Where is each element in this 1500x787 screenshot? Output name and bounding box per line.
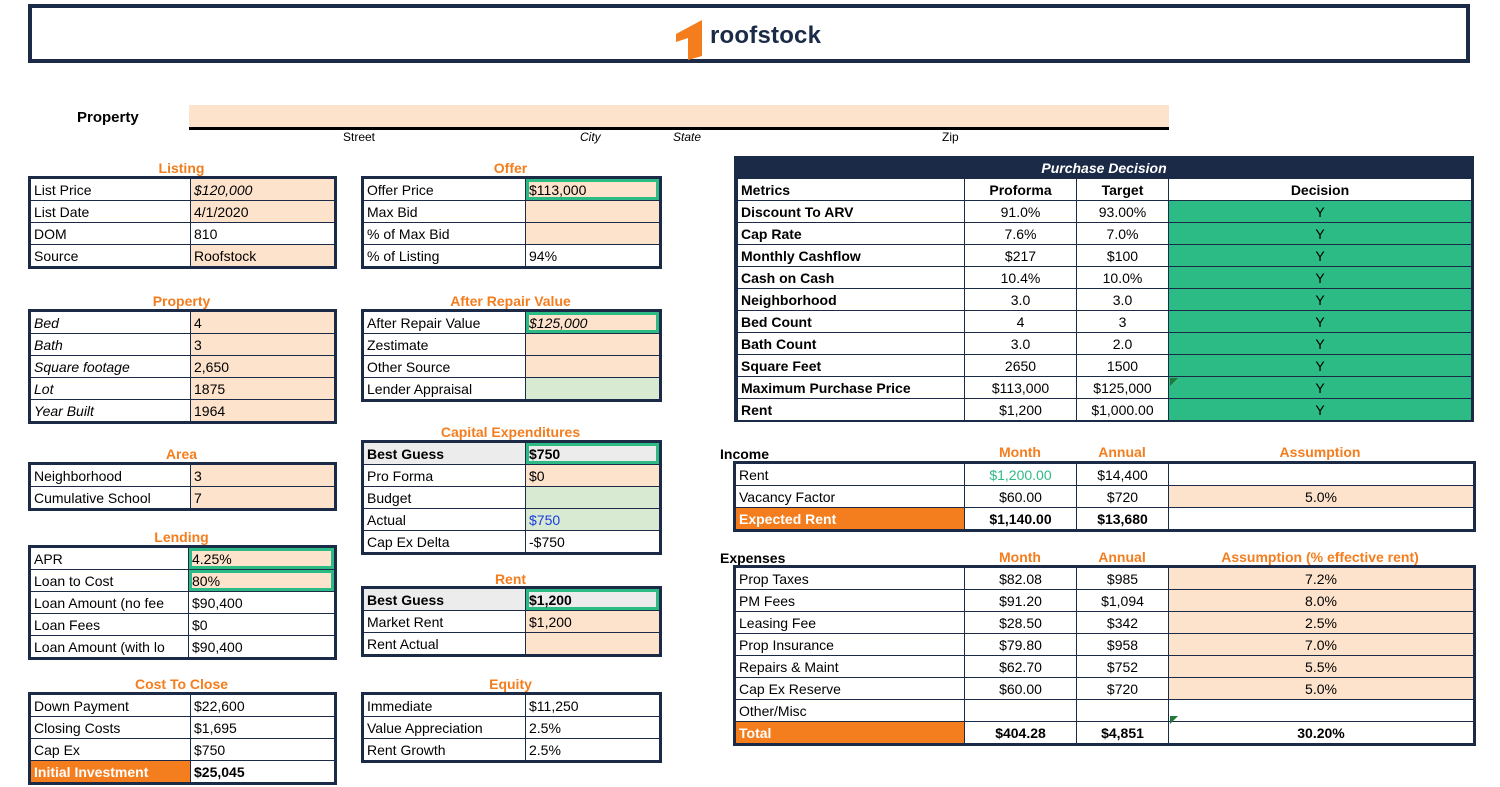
expense-label: Prop Taxes	[736, 568, 965, 590]
table-row	[364, 443, 660, 465]
offer-label: Max Bid	[364, 201, 526, 223]
metric-label: Bed Count	[738, 311, 965, 333]
income-annual-cell[interactable]: $720	[1077, 486, 1169, 508]
expense-annual-cell[interactable]: $958	[1077, 634, 1169, 656]
proforma-cell[interactable]: $1,200	[965, 399, 1077, 421]
decision-cell[interactable]: Y	[1169, 267, 1472, 289]
purchase-decision-table	[737, 178, 1472, 421]
table-row	[31, 570, 335, 592]
metric-label: Bath Count	[738, 333, 965, 355]
metric-label: Rent	[738, 399, 965, 421]
offer-label: Offer Price	[364, 179, 526, 201]
proforma-cell[interactable]: $217	[965, 245, 1077, 267]
area-title: Area	[165, 446, 198, 462]
metric-label: Monthly Cashflow	[738, 245, 965, 267]
apr-cell[interactable]: 4.25%	[189, 548, 335, 570]
table-row	[364, 509, 660, 531]
target-cell[interactable]: $125,000	[1077, 377, 1169, 399]
table-row	[738, 245, 1472, 267]
table-row	[31, 356, 335, 378]
decision-cell[interactable]: Y	[1169, 355, 1472, 377]
expense-assumption-cell[interactable]: 5.0%	[1169, 678, 1474, 700]
decision-cell[interactable]: Y	[1169, 245, 1472, 267]
school-cell[interactable]: 7	[191, 487, 335, 509]
lending-label: Loan Fees	[31, 614, 189, 636]
table-row	[364, 356, 660, 378]
capex-label: Budget	[364, 487, 526, 509]
initial-investment-cell[interactable]: $25,045	[191, 761, 335, 783]
arv-label: Zestimate	[364, 334, 526, 356]
decision-header: Decision	[1169, 179, 1472, 201]
cap-ex-cell[interactable]: $750	[191, 739, 335, 761]
capex-table	[363, 442, 660, 553]
proforma-cell[interactable]: 4	[965, 311, 1077, 333]
equity-label: Value Appreciation	[364, 717, 526, 739]
target-cell[interactable]: 2.0	[1077, 333, 1169, 355]
lending-title: Lending	[154, 529, 209, 545]
pct-max-bid-cell[interactable]	[526, 223, 660, 245]
cost-label: Cap Ex	[31, 739, 191, 761]
expense-annual-cell[interactable]: $342	[1077, 612, 1169, 634]
decision-cell[interactable]: Y	[1169, 333, 1472, 355]
income-month-cell[interactable]: $1,140.00	[965, 508, 1077, 530]
expense-total-label: Total	[736, 722, 965, 744]
property-address-input[interactable]	[189, 105, 1169, 127]
street-label: Street	[343, 130, 376, 144]
value-appreciation-cell[interactable]: 2.5%	[526, 717, 660, 739]
property-table	[30, 311, 335, 422]
expense-month-cell[interactable]: $28.50	[965, 612, 1077, 634]
rent-best-guess-cell[interactable]: $1,200	[526, 589, 660, 611]
proforma-cell[interactable]: 3.0	[965, 289, 1077, 311]
listing-label: List Price	[31, 179, 191, 201]
max-bid-cell[interactable]	[526, 201, 660, 223]
target-cell[interactable]: 3.0	[1077, 289, 1169, 311]
arv-cell[interactable]: $125,000	[526, 312, 660, 334]
income-month-cell[interactable]: $60.00	[965, 486, 1077, 508]
property-title: Property	[152, 293, 211, 309]
expenses-title: Expenses	[720, 550, 786, 566]
income-assumption-cell[interactable]	[1169, 464, 1474, 486]
capex-actual-cell[interactable]: $750	[526, 509, 660, 531]
metric-label: Cap Rate	[738, 223, 965, 245]
purchase-decision-title: Purchase Decision	[1041, 160, 1167, 176]
table-row	[31, 592, 335, 614]
property-label: Property	[77, 109, 139, 126]
expense-month-cell[interactable]: $62.70	[965, 656, 1077, 678]
table-row	[31, 179, 335, 201]
capex-budget-cell[interactable]	[526, 487, 660, 509]
decision-cell[interactable]: Y	[1169, 399, 1472, 421]
table-row	[364, 487, 660, 509]
immediate-equity-cell[interactable]: $11,250	[526, 695, 660, 717]
sqft-cell[interactable]: 2,650	[191, 356, 335, 378]
pct-listing-cell[interactable]: 94%	[526, 245, 660, 267]
table-row	[736, 634, 1474, 656]
table-row	[738, 311, 1472, 333]
table-row	[738, 377, 1472, 399]
expense-assumption-cell[interactable]: 5.5%	[1169, 656, 1474, 678]
property-label: Year Built	[31, 400, 191, 422]
rent-label: Best Guess	[364, 589, 526, 611]
table-row	[736, 508, 1474, 530]
income-month-header: Month	[999, 444, 1041, 460]
equity-label: Rent Growth	[364, 739, 526, 761]
table-row	[364, 179, 660, 201]
area-table	[30, 464, 335, 509]
other-source-cell[interactable]	[526, 356, 660, 378]
table-row	[736, 590, 1474, 612]
table-row	[31, 245, 335, 267]
table-row	[364, 633, 660, 655]
offer-label: % of Max Bid	[364, 223, 526, 245]
table-row	[31, 761, 335, 783]
comment-flag-icon	[1170, 378, 1178, 386]
rent-table	[363, 588, 660, 655]
property-label: Lot	[31, 378, 191, 400]
expense-annual-cell[interactable]: $1,094	[1077, 590, 1169, 612]
proforma-cell[interactable]: 91.0%	[965, 201, 1077, 223]
table-row	[31, 487, 335, 509]
table-row	[738, 201, 1472, 223]
rent-actual-cell[interactable]	[526, 633, 660, 655]
target-cell[interactable]: 3	[1077, 311, 1169, 333]
income-label: Vacancy Factor	[736, 486, 965, 508]
income-label: Rent	[736, 464, 965, 486]
table-row	[736, 722, 1474, 744]
offer-table	[363, 178, 660, 267]
table-row	[738, 267, 1472, 289]
metric-label: Cash on Cash	[738, 267, 965, 289]
target-cell[interactable]: 1500	[1077, 355, 1169, 377]
expected-rent-label: Expected Rent	[736, 508, 965, 530]
table-row	[31, 636, 335, 658]
table-row	[31, 201, 335, 223]
table-row	[738, 355, 1472, 377]
expense-month-cell[interactable]	[965, 700, 1077, 722]
table-row	[738, 179, 1472, 201]
cost-label: Down Payment	[31, 695, 191, 717]
listing-label: Source	[31, 245, 191, 267]
expense-annual-cell[interactable]	[1077, 700, 1169, 722]
bath-cell[interactable]: 3	[191, 334, 335, 356]
expense-month-cell[interactable]: $91.20	[965, 590, 1077, 612]
arv-table	[363, 311, 660, 400]
table-row	[31, 614, 335, 636]
arv-title: After Repair Value	[450, 293, 571, 309]
table-row	[364, 611, 660, 633]
capex-label: Cap Ex Delta	[364, 531, 526, 553]
table-row	[736, 700, 1474, 722]
expense-label: Leasing Fee	[736, 612, 965, 634]
expense-total-annual-cell[interactable]: $4,851	[1077, 722, 1169, 744]
vacancy-assumption-cell[interactable]: 5.0%	[1169, 486, 1474, 508]
zip-label: Zip	[942, 130, 959, 144]
income-annual-cell[interactable]: $13,680	[1077, 508, 1169, 530]
table-row	[364, 695, 660, 717]
listing-label: List Date	[31, 201, 191, 223]
year-built-cell[interactable]: 1964	[191, 400, 335, 422]
table-row	[364, 334, 660, 356]
expenses-month-header: Month	[999, 549, 1041, 565]
decision-cell[interactable]: Y	[1169, 223, 1472, 245]
expense-label: Repairs & Maint	[736, 656, 965, 678]
table-row	[736, 568, 1474, 590]
rent-title: Rent	[494, 571, 527, 587]
roofstock-logo-icon	[672, 16, 708, 60]
property-label: Square footage	[31, 356, 191, 378]
closing-costs-cell[interactable]: $1,695	[191, 717, 335, 739]
table-row	[31, 378, 335, 400]
state-label: State	[673, 130, 702, 144]
table-row	[31, 739, 335, 761]
loan-fees-cell[interactable]: $0	[189, 614, 335, 636]
offer-title: Offer	[493, 160, 528, 176]
lender-appraisal-cell[interactable]	[526, 378, 660, 400]
dom-cell[interactable]: 810	[191, 223, 335, 245]
table-row	[738, 333, 1472, 355]
table-row	[364, 739, 660, 761]
list-price-cell[interactable]: $120,000	[191, 179, 335, 201]
income-table	[735, 463, 1474, 530]
rent-growth-cell[interactable]: 2.5%	[526, 739, 660, 761]
table-row	[738, 223, 1472, 245]
proforma-cell[interactable]: 7.6%	[965, 223, 1077, 245]
capex-title: Capital Expenditures	[440, 424, 581, 440]
source-cell[interactable]: Roofstock	[191, 245, 335, 267]
lending-label: Loan to Cost	[31, 570, 189, 592]
target-cell[interactable]: $100	[1077, 245, 1169, 267]
expense-label: PM Fees	[736, 590, 965, 612]
bed-cell[interactable]: 4	[191, 312, 335, 334]
table-row	[364, 589, 660, 611]
target-cell[interactable]: 7.0%	[1077, 223, 1169, 245]
equity-title: Equity	[489, 676, 532, 692]
table-row	[31, 312, 335, 334]
lending-label: APR	[31, 548, 189, 570]
down-payment-cell[interactable]: $22,600	[191, 695, 335, 717]
expense-annual-cell[interactable]: $720	[1077, 678, 1169, 700]
expense-label: Prop Insurance	[736, 634, 965, 656]
metrics-header: Metrics	[738, 179, 965, 201]
arv-label: After Repair Value	[364, 312, 526, 334]
market-rent-cell[interactable]: $1,200	[526, 611, 660, 633]
proforma-header: Proforma	[965, 179, 1077, 201]
decision-cell[interactable]: Y	[1169, 201, 1472, 223]
expense-month-cell[interactable]: $79.80	[965, 634, 1077, 656]
decision-cell[interactable]: Y	[1169, 289, 1472, 311]
proforma-cell[interactable]: 3.0	[965, 333, 1077, 355]
equity-label: Immediate	[364, 695, 526, 717]
table-row	[31, 400, 335, 422]
table-row	[31, 465, 335, 487]
capex-label: Actual	[364, 509, 526, 531]
expense-month-cell[interactable]: $60.00	[965, 678, 1077, 700]
metric-label: Square Feet	[738, 355, 965, 377]
capex-best-guess-cell[interactable]: $750	[526, 443, 660, 465]
expense-assumption-cell[interactable]: 2.5%	[1169, 612, 1474, 634]
area-label: Neighborhood	[31, 465, 191, 487]
table-row	[364, 717, 660, 739]
decision-cell[interactable]: Y	[1169, 377, 1472, 399]
comment-flag-icon	[1170, 716, 1178, 724]
target-header: Target	[1077, 179, 1169, 201]
table-row	[364, 465, 660, 487]
income-assumption-cell[interactable]	[1169, 508, 1474, 530]
loan-to-cost-cell[interactable]: 80%	[189, 570, 335, 592]
income-annual-header: Annual	[1098, 444, 1146, 460]
table-row	[364, 201, 660, 223]
expense-annual-cell[interactable]: $985	[1077, 568, 1169, 590]
capex-delta-cell[interactable]: -$750	[526, 531, 660, 553]
expense-total-assumption-cell[interactable]: 30.20%	[1169, 722, 1474, 744]
rent-label: Market Rent	[364, 611, 526, 633]
expense-assumption-cell[interactable]: 8.0%	[1169, 590, 1474, 612]
table-row	[738, 399, 1472, 421]
table-row	[31, 334, 335, 356]
table-row	[364, 223, 660, 245]
lending-table	[30, 547, 335, 658]
equity-table	[363, 694, 660, 761]
offer-price-cell[interactable]: $113,000	[526, 179, 660, 201]
cost-label: Closing Costs	[31, 717, 191, 739]
metric-label: Discount To ARV	[738, 201, 965, 223]
table-row	[364, 245, 660, 267]
loan-amount-with-fees-cell[interactable]: $90,400	[189, 636, 335, 658]
proforma-cell[interactable]: $113,000	[965, 377, 1077, 399]
zestimate-cell[interactable]	[526, 334, 660, 356]
listing-table	[30, 178, 335, 267]
expense-month-cell[interactable]: $82.08	[965, 568, 1077, 590]
table-row	[738, 289, 1472, 311]
income-month-cell[interactable]: $1,200.00	[965, 464, 1077, 486]
loan-amount-cell[interactable]: $90,400	[189, 592, 335, 614]
table-row	[31, 695, 335, 717]
proforma-cell[interactable]: 10.4%	[965, 267, 1077, 289]
table-row	[31, 548, 335, 570]
listing-label: DOM	[31, 223, 191, 245]
decision-cell[interactable]: Y	[1169, 311, 1472, 333]
capex-label: Best Guess	[364, 443, 526, 465]
arv-label: Other Source	[364, 356, 526, 378]
lot-cell[interactable]: 1875	[191, 378, 335, 400]
expense-assumption-cell[interactable]	[1169, 700, 1474, 722]
property-label: Bath	[31, 334, 191, 356]
city-label: City	[580, 130, 601, 144]
table-row	[736, 612, 1474, 634]
expenses-table	[735, 567, 1474, 744]
target-cell[interactable]: 10.0%	[1077, 267, 1169, 289]
capex-proforma-cell[interactable]: $0	[526, 465, 660, 487]
lending-label: Loan Amount (with lo	[31, 636, 189, 658]
lending-label: Loan Amount (no fee	[31, 592, 189, 614]
expenses-annual-header: Annual	[1098, 549, 1146, 565]
expense-label: Cap Ex Reserve	[736, 678, 965, 700]
rent-label: Rent Actual	[364, 633, 526, 655]
listing-title: Listing	[158, 160, 205, 176]
initial-investment-label: Initial Investment	[31, 761, 191, 783]
table-row	[736, 486, 1474, 508]
table-row	[364, 378, 660, 400]
income-assumption-header: Assumption	[1279, 444, 1361, 460]
expense-assumption-cell[interactable]: 7.2%	[1169, 568, 1474, 590]
table-row	[364, 312, 660, 334]
brand-name: roofstock	[710, 22, 822, 49]
expense-assumption-cell[interactable]: 7.0%	[1169, 634, 1474, 656]
capex-label: Pro Forma	[364, 465, 526, 487]
cost-to-close-table	[30, 694, 335, 783]
table-row	[736, 678, 1474, 700]
area-label: Cumulative School	[31, 487, 191, 509]
metric-label: Neighborhood	[738, 289, 965, 311]
metric-label: Maximum Purchase Price	[738, 377, 965, 399]
list-date-cell[interactable]: 4/1/2020	[191, 201, 335, 223]
table-row	[736, 464, 1474, 486]
target-cell[interactable]: $1,000.00	[1077, 399, 1169, 421]
income-annual-cell[interactable]: $14,400	[1077, 464, 1169, 486]
expense-label: Other/Misc	[736, 700, 965, 722]
arv-label: Lender Appraisal	[364, 378, 526, 400]
table-row	[31, 223, 335, 245]
expenses-assumption-header: Assumption (% effective rent)	[1221, 549, 1419, 565]
property-label: Bed	[31, 312, 191, 334]
income-title: Income	[720, 446, 770, 462]
expense-annual-cell[interactable]: $752	[1077, 656, 1169, 678]
table-row	[364, 531, 660, 553]
roofstock-logo	[672, 16, 872, 60]
table-row	[31, 717, 335, 739]
table-row	[736, 656, 1474, 678]
proforma-cell[interactable]: 2650	[965, 355, 1077, 377]
cost-to-close-title: Cost To Close	[134, 676, 229, 692]
neighborhood-cell[interactable]: 3	[191, 465, 335, 487]
offer-label: % of Listing	[364, 245, 526, 267]
expense-total-month-cell[interactable]: $404.28	[965, 722, 1077, 744]
target-cell[interactable]: 93.00%	[1077, 201, 1169, 223]
